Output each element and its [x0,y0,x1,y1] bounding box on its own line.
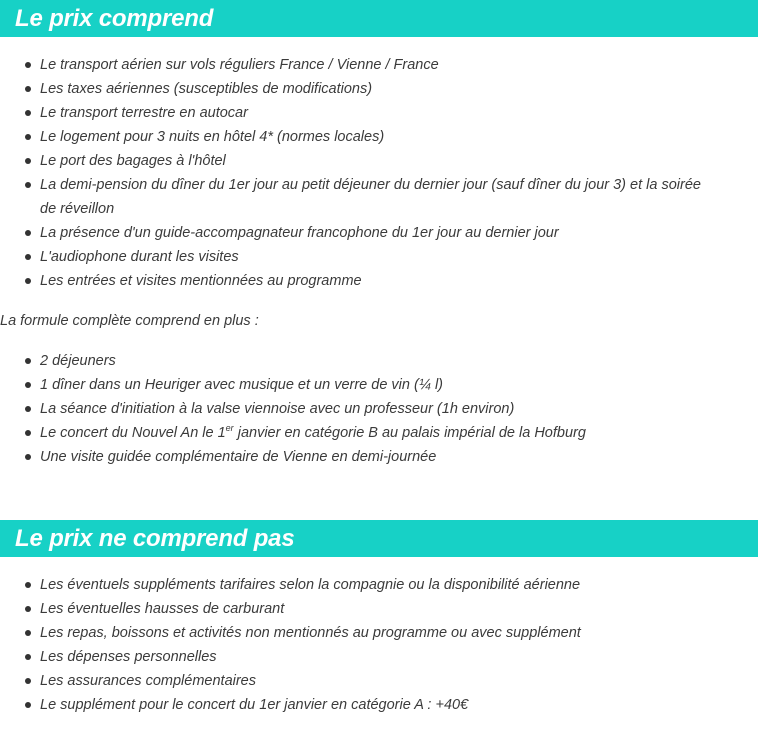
list-item: Les éventuelles hausses de carburant [0,597,720,621]
included-list [0,53,720,293]
full-formula-list [0,349,720,469]
list-item: Une visite guidée complémentaire de Vienne en demi-journée [0,445,720,469]
list-item: La séance d'initiation à la valse viennoise avec un professeur (1h environ) [0,397,720,421]
section-title-excluded: Le prix ne comprend pas [15,525,295,552]
concert-text-before: Le concert du Nouvel An le 1 [40,425,226,441]
list-item: Le port des bagages à l'hôtel [0,149,720,173]
list-item: La présence d'un guide-accompagnateur francophone du 1er jour au dernier jour [0,221,720,245]
section-title-included: Le prix comprend [15,5,214,32]
list-item: 2 déjeuners [0,349,720,373]
excluded-list [0,573,720,717]
list-item: 1 dîner dans un Heuriger avec musique et un verre de vin (¼ l) [0,373,720,397]
list-item: Le transport aérien sur vols réguliers France / Vienne / France [0,53,720,77]
list-item: Le logement pour 3 nuits en hôtel 4* (normes locales) [0,125,720,149]
list-item: La demi-pension du dîner du 1er jour au petit déjeuner du dernier jour (sauf dîner du jour 3) et la soirée de réveillon [0,173,720,221]
section-header-excluded [0,520,758,557]
list-item: Les entrées et visites mentionnées au programme [0,269,720,293]
list-item: L'audiophone durant les visites [0,245,720,269]
list-item-concert [0,421,720,445]
list-item: Le transport terrestre en autocar [0,101,720,125]
list-item: Les éventuels suppléments tarifaires selon la compagnie ou la disponibilité aérienne [0,573,720,597]
concert-text-sup: er [225,423,234,434]
list-item: Les taxes aériennes (susceptibles de modifications) [0,77,720,101]
section-header-included [0,0,758,37]
list-item: Les dépenses personnelles [0,645,720,669]
list-item: Le supplément pour le concert du 1er janvier en catégorie A : +40€ [0,693,720,717]
list-item: Les repas, boissons et activités non mentionnés au programme ou avec supplément [0,621,720,645]
concert-text-after: janvier en catégorie B au palais impérial de la Hofburg [233,425,586,441]
list-item: Les assurances complémentaires [0,669,720,693]
full-formula-heading: La formule complète comprend en plus : [0,313,259,329]
